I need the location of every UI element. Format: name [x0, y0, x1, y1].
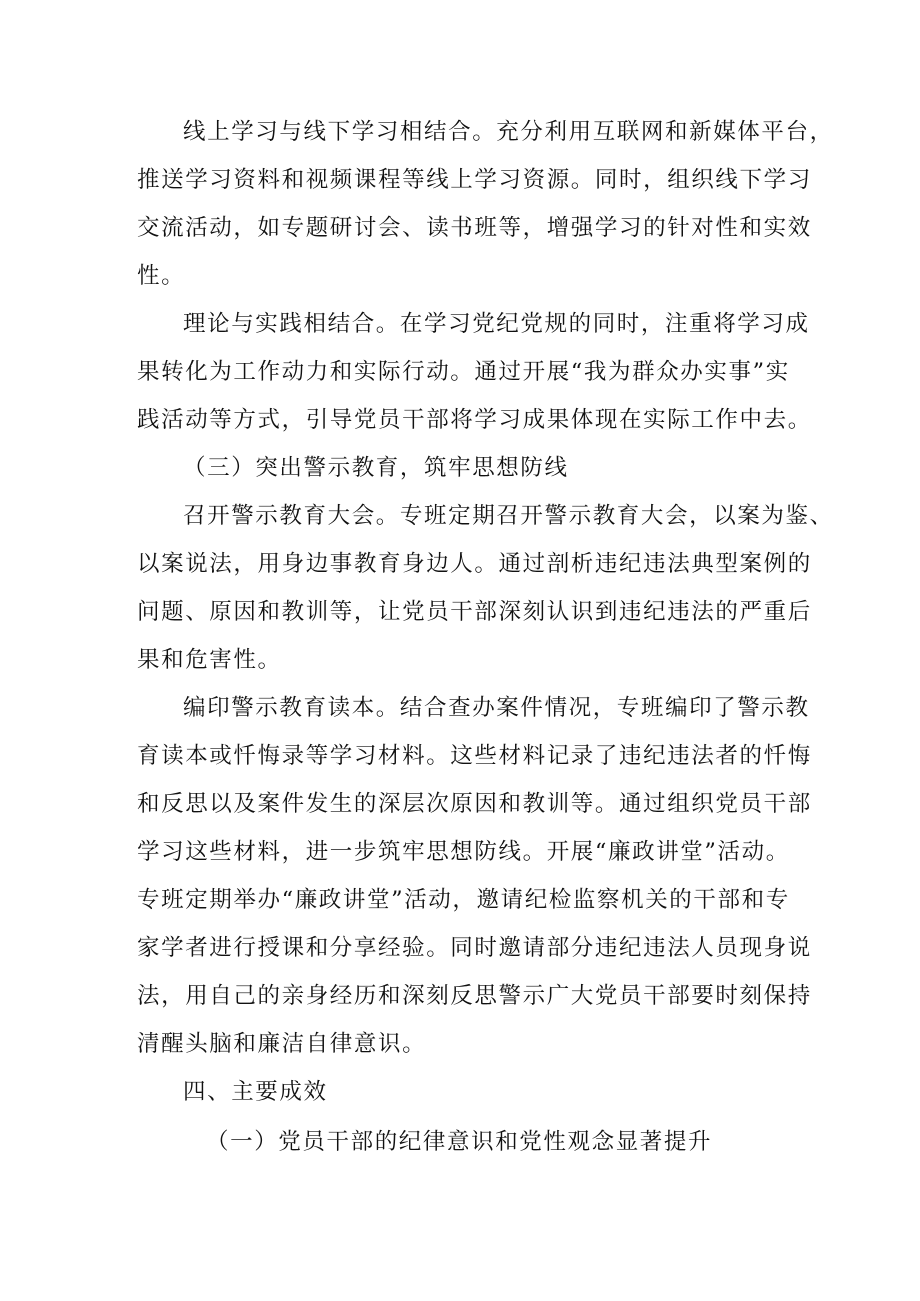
- text-line: 清醒头脑和廉洁自律意识。: [137, 1031, 427, 1057]
- text-line: 问题、原因和教训等，让党员干部深刻认识到违纪违法的严重后: [137, 599, 812, 625]
- text-line: 推送学习资料和视频课程等线上学习资源。同时，组织线下学习: [137, 167, 812, 193]
- text-line: 召开警示教育大会。专班定期召开警示教育大会，以案为鉴、: [183, 503, 834, 529]
- subsection-heading: （一）党员干部的纪律意识和党性观念显著提升: [206, 1129, 713, 1155]
- section-heading: 四、主要成效: [183, 1079, 328, 1105]
- text-line: 以案说法，用身边事教育身边人。通过剖析违纪违法典型案例的: [137, 551, 812, 577]
- text-line: 理论与实践相结合。在学习党纪党规的同时，注重将学习成: [183, 311, 810, 337]
- section-heading: （三）突出警示教育，筑牢思想防线: [183, 455, 569, 481]
- text-line: 家学者进行授课和分享经验。同时邀请部分违纪违法人员现身说: [137, 935, 812, 961]
- text-line: 性。: [137, 263, 186, 289]
- text-line: 编印警示教育读本。结合查办案件情况，专班编印了警示教: [183, 695, 810, 721]
- text-line: 交流活动，如专题研讨会、读书班等，增强学习的针对性和实效: [137, 215, 812, 241]
- text-line: 育读本或忏悔录等学习材料。这些材料记录了违纪违法者的忏悔: [137, 743, 812, 769]
- text-line: 果和危害性。: [137, 647, 282, 673]
- text-line: 学习这些材料，进一步筑牢思想防线。开展“廉政讲堂”活动。: [137, 839, 790, 865]
- text-line: 法，用自己的亲身经历和深刻反思警示广大党员干部要时刻保持: [137, 983, 812, 1009]
- text-line: 践活动等方式，引导党员干部将学习成果体现在实际工作中去。: [137, 407, 812, 433]
- text-line: 专班定期举办“廉政讲堂”活动，邀请纪检监察机关的干部和专: [137, 887, 790, 913]
- text-line: 线上学习与线下学习相结合。充分利用互联网和新媒体平台，: [183, 119, 834, 145]
- text-line: 果转化为工作动力和实际行动。通过开展“我为群众办实事”实: [137, 359, 790, 385]
- text-line: 和反思以及案件发生的深层次原因和教训等。通过组织党员干部: [137, 791, 812, 817]
